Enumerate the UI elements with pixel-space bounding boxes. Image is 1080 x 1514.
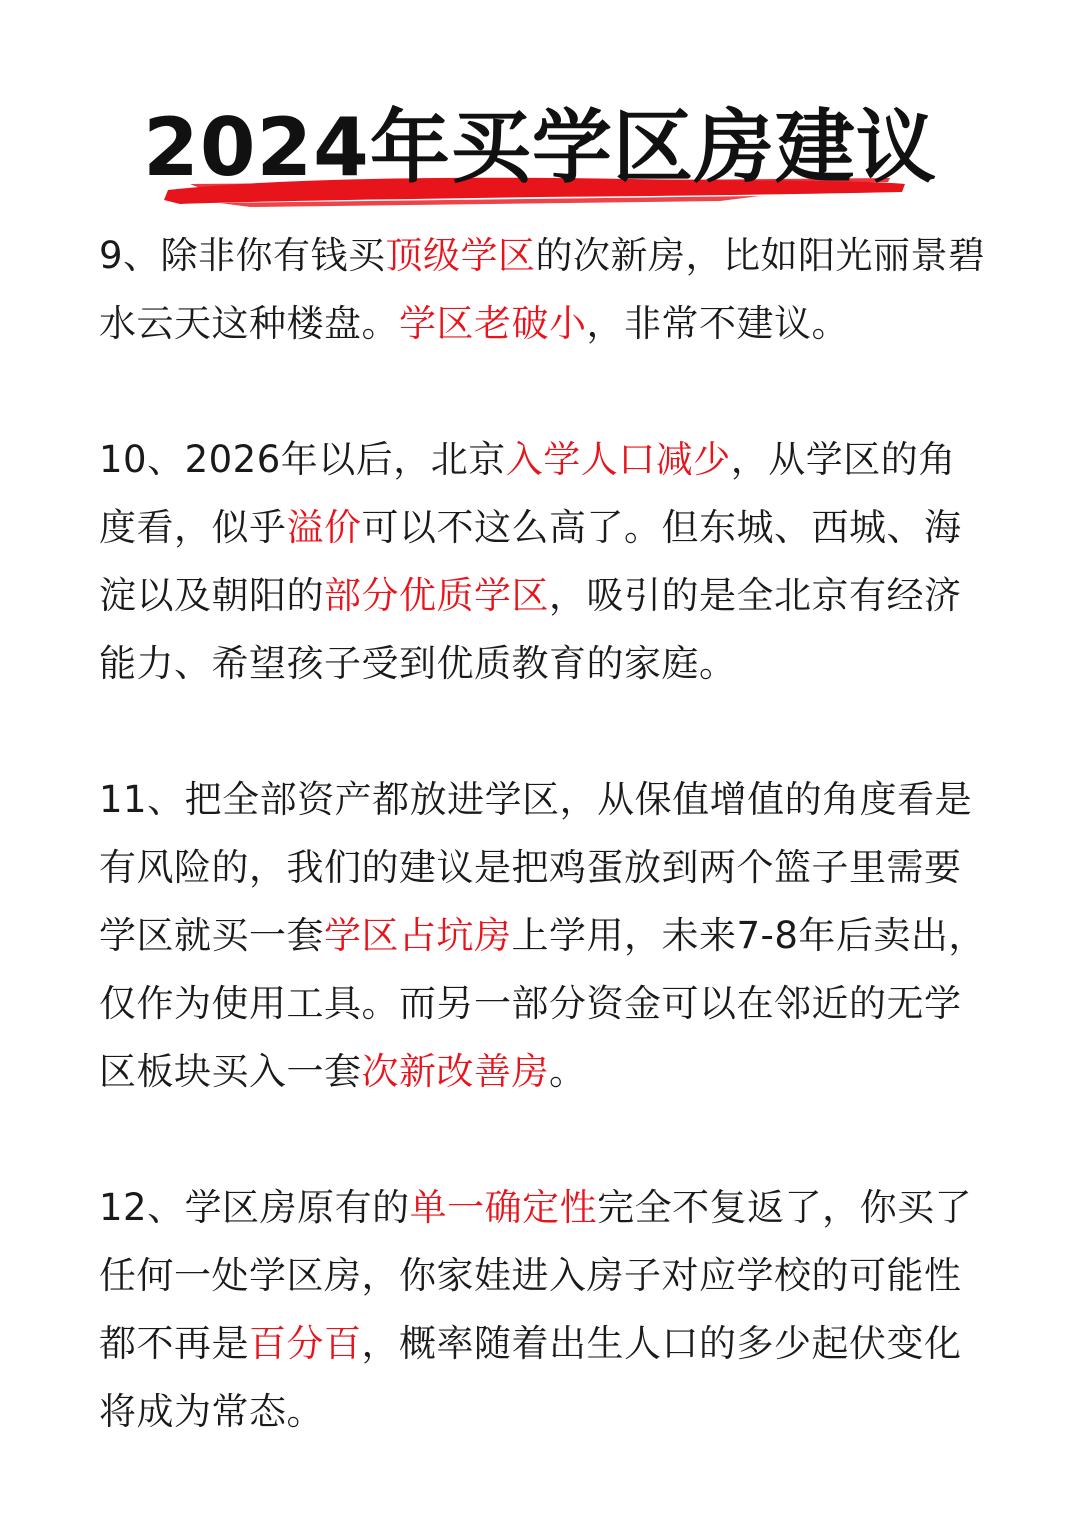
text-span: ，从学区的角度看，似乎 bbox=[99, 438, 956, 549]
highlight-span: 入学人口减少 bbox=[505, 438, 731, 481]
text-span: 上学用，未来7-8年后卖出，仅作为使用工具。而另一部分资金可以在邻近的无学区板块买入一套 bbox=[99, 914, 986, 1093]
text-span: 的次新房，比如阳光丽景碧水云天这种楼盘。 bbox=[99, 234, 986, 345]
paragraph-12 bbox=[99, 1174, 989, 1446]
page-title: 2024年买学区房建议 bbox=[143, 101, 937, 194]
highlight-span: 单一确定性 bbox=[409, 1186, 598, 1229]
text-span: 。 bbox=[549, 1050, 587, 1093]
title-area bbox=[0, 88, 1080, 228]
paragraph-10 bbox=[99, 426, 989, 698]
text-span: 12、学区房原有的 bbox=[99, 1186, 410, 1229]
text-span: 9、除非你有钱买 bbox=[99, 234, 386, 277]
text-span: 可以不这么高了。但东城、西城、海淀以及朝阳的 bbox=[99, 506, 962, 617]
article-body bbox=[99, 222, 989, 1514]
text-span: ，非常不建议。 bbox=[586, 302, 849, 345]
text-span: 完全不复返了，你买了任何一处学区房，你家娃进入房子对应学校的可能性都不再是 bbox=[99, 1186, 973, 1365]
paragraph-11 bbox=[99, 766, 989, 1106]
highlight-span: 顶级学区 bbox=[385, 234, 536, 277]
text-span: 10、2026年以后，北京 bbox=[99, 438, 506, 481]
text-span: ，吸引的是全北京有经济能力、希望孩子受到优质教育的家庭。 bbox=[99, 574, 962, 685]
highlight-span: 部分优质学区 bbox=[324, 574, 549, 617]
text-span: ，概率随着出生人口的多少起伏变化将成为常态。 bbox=[99, 1322, 962, 1433]
text-span: 11、把全部资产都放进学区，从保值增值的角度看是有风险的，我们的建议是把鸡蛋放到两个篮子里需要学区就买一套 bbox=[99, 778, 973, 957]
paragraph-9 bbox=[99, 222, 989, 358]
highlight-span: 次新改善房 bbox=[361, 1050, 549, 1093]
highlight-span: 学区占坑房 bbox=[324, 914, 512, 957]
highlight-span: 百分百 bbox=[249, 1322, 362, 1365]
highlight-span: 溢价 bbox=[286, 506, 362, 549]
highlight-span: 学区老破小 bbox=[399, 302, 587, 345]
